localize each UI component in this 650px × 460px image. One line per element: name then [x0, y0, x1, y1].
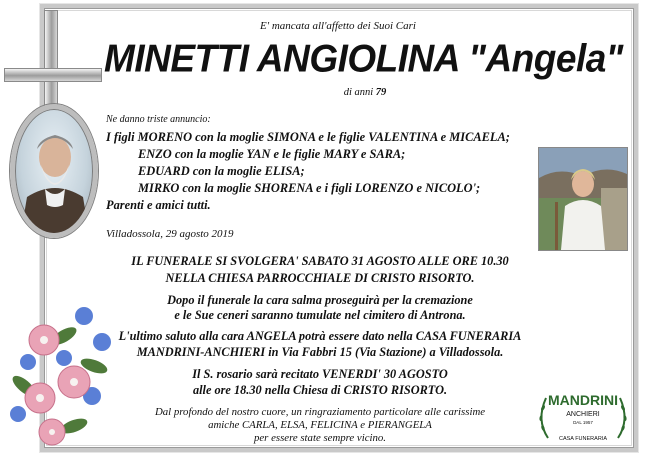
funeral-line: Dopo il funerale la cara salma proseguirà per la cremazione	[167, 293, 473, 307]
cross-bar	[4, 68, 102, 82]
family-line: EDUARD con la moglie ELISA;	[138, 164, 305, 178]
announcement-label: Ne danno triste annuncio:	[106, 114, 211, 125]
funeral-line: Il S. rosario sarà recitato VENERDI' 30 AGOSTO	[192, 367, 448, 381]
flower-bouquet	[4, 296, 114, 446]
thanks-line: Dal profondo del nostro cuore, un ringraziamento particolare alle carissime	[154, 406, 486, 418]
family-line: I figli MORENO con la moglie SIMONA e le figlie VALENTINA e MICAELA;	[106, 130, 510, 144]
deceased-name: MINETTI ANGIOLINA "Angela"	[104, 37, 623, 80]
logo-kind: CASA FUNERARIA	[559, 436, 607, 442]
age-prefix: di anni	[343, 87, 374, 98]
logo-brand: MANDRINI	[548, 392, 618, 408]
logo-sub: ANCHIERI	[566, 411, 600, 418]
intro-line: E' mancata all'affetto dei Suoi Cari	[260, 20, 416, 32]
age-value: 79	[375, 87, 387, 98]
saint-portrait-oval	[10, 104, 98, 238]
funeral-line: alle ore 18.30 nella Chiesa di CRISTO RISORTO.	[192, 383, 448, 397]
funeral-line: MANDRINI-ANCHIERI in Via Fabbri 15 (Via Stazione) a Villadossola.	[136, 345, 504, 359]
age-line	[330, 87, 400, 98]
funeral-line: NELLA CHIESA PARROCCHIALE DI CRISTO RISORTO.	[165, 271, 475, 285]
funeral-line: e le Sue ceneri saranno tumulate nel cimitero di Antrona.	[174, 308, 466, 322]
thanks-line: per essere state sempre vicino.	[253, 432, 387, 444]
funeral-line: IL FUNERALE SI SVOLGERA' SABATO 31 AGOSTO ALLE ORE 10.30	[131, 254, 509, 268]
cross-icon	[44, 10, 58, 112]
deceased-photo	[538, 147, 628, 251]
funeral-home-logo	[534, 388, 632, 444]
family-line: Parenti e amici tutti.	[106, 198, 211, 212]
place-date: Villadossola, 29 agosto 2019	[106, 228, 234, 240]
funeral-line: L'ultimo saluto alla cara ANGELA potrà essere dato nella CASA FUNERARIA	[118, 329, 522, 343]
logo-since: DAL 1957	[573, 420, 593, 425]
family-line: ENZO con la moglie YAN e le figlie MARY e SARA;	[138, 147, 406, 161]
thanks-line: amiche CARLA, ELSA, FELICINA e PIERANGELA	[208, 419, 432, 431]
family-line: MIRKO con la moglie SHORENA e i figli LORENZO e NICOLO';	[138, 181, 481, 195]
